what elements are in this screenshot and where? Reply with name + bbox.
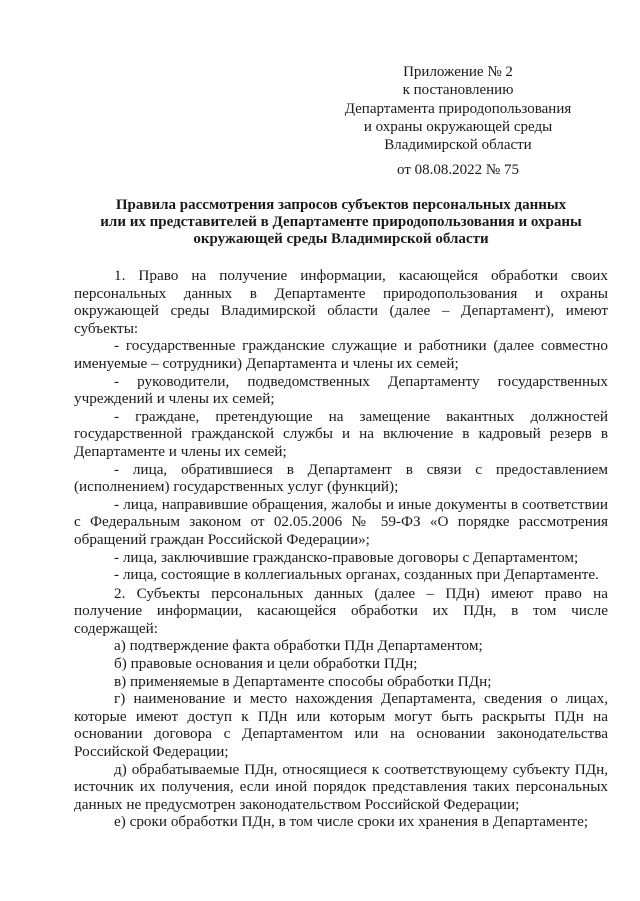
document-body [74, 267, 608, 831]
appendix-line-region: Владимирской области [384, 137, 532, 154]
title-line-3: окружающей среды Владимирской области [193, 231, 489, 247]
list-item: - государственные гражданские служащие и работники (далее совместно именуемые – сотрудники) Департамента и члены их семей; [74, 337, 608, 372]
appendix-line-number: Приложение № 2 [403, 64, 513, 80]
document-title [74, 197, 608, 248]
list-item: - лица, обратившиеся в Департамент в связи с предоставлением (исполнением) государственных услуг (функций); [74, 460, 608, 496]
list-item: д) обрабатываемые ПДн, относящиеся к соответствующему субъекту ПДн, источник их получения, если иной порядок представления таких персональных данных не предусмотрен законодательством Российской Федерации; [74, 760, 608, 813]
paragraph-1: 1. Право на получение информации, касающейся обработки своих персональных данных в Департаменте природопользования и охраны окружающей среды Владимирской области (далее – Департамент), имеют субъекты: [74, 267, 608, 337]
list-item: е) сроки обработки ПДн, в том числе сроки их хранения в Департаменте; [114, 813, 589, 831]
list-item: - граждане, претендующие на замещение вакантных должностей государственной гражданской службы и на включение в кадровый резерв в Департаменте и члены их семей; [74, 407, 608, 460]
list-item: а) подтверждение факта обработки ПДн Департаментом; [114, 637, 483, 655]
list-item: - лица, заключившие гражданско-правовые договоры с Департаментом; [114, 548, 579, 566]
title-line-1: Правила рассмотрения запросов субъектов персональных данных [115, 197, 567, 213]
list-item: в) применяемые в Департаменте способы обработки ПДн; [114, 672, 492, 690]
paragraph-2: 2. Субъекты персональных данных (далее – ПДн) имеют право на получение информации, касающейся обработки их ПДн, в том числе содержащей: [74, 584, 608, 637]
appendix-line-resolution: к постановлению [402, 82, 514, 99]
appendix-line-environment: и охраны окружающей среды [363, 118, 553, 135]
appendix-line-department: Департамента природопользования [344, 100, 572, 117]
appendix-date: от 08.08.2022 № 75 [397, 162, 519, 179]
list-item: - лица, состоящие в коллегиальных органах, созданных при Департаменте. [114, 566, 599, 584]
title-line-2: или их представителей в Департаменте природопользования и охраны [100, 214, 582, 230]
list-item: г) наименование и место нахождения Департамента, сведения о лицах, которые имеют доступ к ПДн или которым могут быть раскрыты ПДн на основании договора с Департаментом или на основании законодательства Российской Федерации; [74, 690, 608, 761]
list-item: б) правовые основания и цели обработки ПДн; [114, 655, 418, 673]
list-item: - лица, направившие обращения, жалобы и иные документы в соответствии с Федеральным законом от 02.05.2006 № 59-ФЗ «О порядке рассмотрения обращений граждан Российской Федерации»; [74, 495, 608, 548]
list-item: - руководители, подведомственных Департаменту государственных учреждений и члены их семей; [74, 372, 608, 408]
appendix-header [330, 63, 586, 180]
